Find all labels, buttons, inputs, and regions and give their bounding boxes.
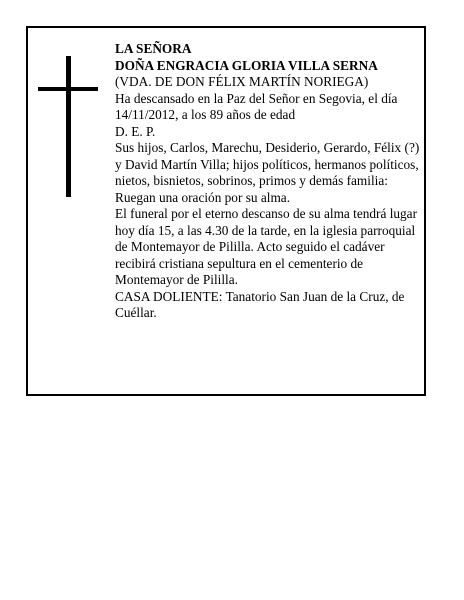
notice-text xyxy=(115,41,421,322)
rip-line: D. E. P. xyxy=(115,123,156,139)
family-paragraph: Sus hijos, Carlos, Marechu, Desiderio, Gerardo, Félix (?) y David Martín Villa; hijos políticos, hermanos políticos, nietos, bisnietos, sobrinos, primos y demás familia: xyxy=(115,140,420,188)
funeral-paragraph: El funeral por el eterno descanso de su alma tendrá lugar hoy día 15, a las 4.30 de la tarde, en la iglesia parroquial de Montemayor de Pililla. Acto seguido el cadáver recibirá cristiana sepultura en el cementerio de Montemayor de Pililla. xyxy=(115,206,418,287)
prayer-line: Ruegan una oración por su alma. xyxy=(115,189,291,205)
deceased-name: DOÑA ENGRACIA GLORIA VILLA SERNA xyxy=(115,57,378,73)
rested-paragraph: Ha descansado en la Paz del Señor en Segovia, el día 14/11/2012, a los 89 años de edad xyxy=(115,90,398,122)
cross-icon-horizontal-bar xyxy=(38,87,98,91)
mourning-house: CASA DOLIENTE: Tanatorio San Juan de la Cruz, de Cuéllar. xyxy=(115,288,405,320)
obituary-notice xyxy=(26,26,426,396)
notice-heading: LA SEÑORA xyxy=(115,41,192,56)
cross-icon-vertical-bar xyxy=(66,56,71,197)
widow-of: (VDA. DE DON FÉLIX MARTÍN NORIEGA) xyxy=(115,74,369,89)
